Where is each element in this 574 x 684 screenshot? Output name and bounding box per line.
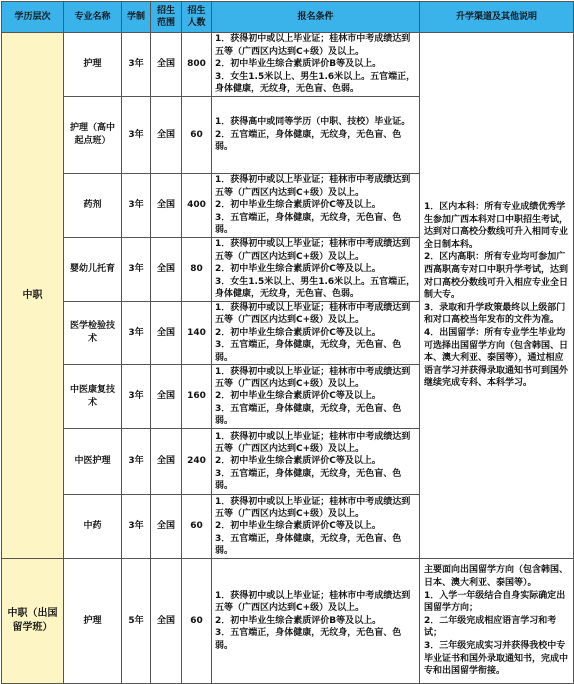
condition-line: 1．获得初中或以上毕业证；桂林市中考成绩达到五等（广西区内达到C+级）及以上。 — [215, 239, 411, 262]
level-cell: 中职（出国留学班） — [2, 559, 64, 684]
condition-line: 2．初中毕业生综合素质评价C等及以上。 — [215, 264, 381, 275]
condition-line: 3．五官端正，身体健康，无纹身，无色盲、色弱。 — [215, 403, 402, 427]
header-pathway: 升学渠道及其他说明 — [420, 2, 574, 33]
conditions-cell — [212, 365, 420, 429]
scope-cell: 全国 — [151, 238, 182, 302]
header-conditions: 报名条件 — [212, 2, 420, 33]
conditions-cell — [212, 238, 420, 302]
header-scope: 招生范围 — [151, 2, 182, 33]
scope-cell: 全国 — [151, 495, 182, 559]
conditions-cell — [212, 33, 420, 97]
condition-line: 2．五官端正，身体健康，无纹身，无色盲、色弱。 — [215, 129, 402, 153]
years-cell: 3年 — [122, 302, 151, 365]
pathway-line: 2．区内高职：所有专业均可参加广西高职高专对口中职升学考试，达到对口高校分数线可升入相应专业全日制大专。 — [424, 252, 569, 301]
pathway-line: 3．三年级完成实习并获得我校中专毕业证书和国外录取通知书，完成中专和出国留学衔接。 — [424, 640, 569, 677]
conditions-cell — [212, 495, 420, 559]
condition-line: 2．初中毕业生综合素质评价B等及以上。 — [215, 59, 382, 70]
years-cell: 3年 — [122, 429, 151, 495]
condition-line: 2．初中毕业生综合素质评价C等及以上。 — [215, 327, 381, 338]
condition-line: 2．初中毕业生综合素质评价C等及以上。 — [215, 391, 381, 402]
scope-cell: 全国 — [151, 429, 182, 495]
quota-cell: 60 — [182, 559, 212, 684]
major-cell: 中医康复技术 — [64, 365, 122, 429]
admission-table — [1, 1, 574, 684]
condition-line: 1．获得初中或以上毕业证；桂林市中考成绩达到五等（广西区内达到C+级）及以上。 — [215, 175, 411, 198]
condition-line: 1．获得高中或同等学历（中职、技校）毕业证。 — [215, 117, 411, 128]
condition-line: 3．五官端正，身体健康，无纹身，无色盲、色弱。 — [215, 628, 402, 651]
major-cell: 护理 — [64, 33, 122, 97]
level-cell: 中职 — [2, 33, 64, 559]
years-cell: 3年 — [122, 97, 151, 174]
condition-line: 1．获得初中或以上毕业证；桂林市中考成绩达到五等（广西区内达到C+级）及以上。 — [215, 34, 411, 57]
quota-cell: 60 — [182, 495, 212, 559]
years-cell: 5年 — [122, 559, 151, 684]
quota-cell: 80 — [182, 238, 212, 302]
scope-cell: 全国 — [151, 365, 182, 429]
pathway-line: 1．入学一年级结合自身实际确定出国留学方向； — [424, 590, 566, 614]
quota-cell: 800 — [182, 33, 212, 97]
major-cell: 药剂 — [64, 174, 122, 238]
years-cell: 3年 — [122, 174, 151, 238]
major-cell: 护理 — [64, 559, 122, 684]
header-major: 专业名称 — [64, 2, 122, 33]
scope-cell: 全国 — [151, 559, 182, 684]
header-level: 学历层次 — [2, 2, 64, 33]
scope-cell: 全国 — [151, 97, 182, 174]
scope-cell: 全国 — [151, 302, 182, 365]
condition-line: 2．初中毕业生综合素质评价C等及以上。 — [215, 456, 381, 467]
condition-line: 3．五官端正，身体健康，无纹身，无色盲、色弱。 — [215, 340, 402, 363]
condition-line: 1．获得初中或以上毕业证；桂林市中考成绩达到五等（广西区内达到C+级）及以上。 — [215, 431, 411, 454]
quota-cell: 160 — [182, 365, 212, 429]
conditions-cell — [212, 429, 420, 495]
quota-cell: 400 — [182, 174, 212, 238]
condition-line: 1．获得初中或以上毕业证；桂林市中考成绩达到五等（广西区内达到C+级）及以上。 — [215, 496, 411, 519]
condition-line: 3．女生1.5米以上、男生1.6米以上。五官端正，身体健康，无纹身，无色盲、色弱。 — [215, 71, 416, 95]
major-cell: 中医护理 — [64, 429, 122, 495]
pathway-line: 1．区内本科：所有专业成绩优秀学生参加广西本科对口中职招生考试，达到对口高校分数线可升入相同专业全日制本科。 — [424, 202, 569, 250]
years-cell: 3年 — [122, 365, 151, 429]
years-cell: 3年 — [122, 495, 151, 559]
condition-line: 3．五官端正，身体健康，无纹身，无色盲、色弱。 — [215, 468, 402, 492]
pathway-line: 主要面向出国留学方向（包含韩国、日本、澳大利亚、泰国等）。 — [424, 565, 569, 588]
condition-line: 1．获得初中或以上毕业证；桂林市中考成绩达到五等（广西区内达到C+级）及以上。 — [215, 303, 411, 326]
major-cell: 护理（高中起点班） — [64, 97, 122, 174]
conditions-cell — [212, 302, 420, 365]
condition-line: 2．初中毕业生综合素质评价B等及以上。 — [215, 615, 382, 626]
pathway-cell — [420, 33, 574, 559]
quota-cell: 240 — [182, 429, 212, 495]
condition-line: 1．获得初中或以上毕业证；桂林市中考成绩达到五等（广西区内达到C+级）及以上。 — [215, 591, 411, 614]
scope-cell: 全国 — [151, 33, 182, 97]
major-cell: 中药 — [64, 495, 122, 559]
table-row — [2, 559, 574, 684]
condition-line: 2．初中毕业生综合素质评价C等及以上。 — [215, 521, 381, 532]
quota-cell: 60 — [182, 97, 212, 174]
table-row — [2, 33, 574, 97]
pathway-line: 2．二年级完成相应语言学习和考试； — [424, 615, 557, 639]
header-quota: 招生人数 — [182, 2, 212, 33]
condition-line: 2．初中毕业生综合素质评价C等及以上。 — [215, 200, 381, 211]
condition-line: 3．五官端正，身体健康，无纹身，无色盲、色弱。 — [215, 533, 402, 557]
conditions-cell — [212, 559, 420, 684]
header-years: 学制 — [122, 2, 151, 33]
major-cell: 医学检验技术 — [64, 302, 122, 365]
major-cell: 婴幼儿托育 — [64, 238, 122, 302]
header-row — [2, 2, 574, 33]
conditions-cell — [212, 97, 420, 174]
pathway-cell — [420, 559, 574, 684]
condition-line: 1．获得初中或以上毕业证；桂林市中考成绩达到五等（广西区内达到C+级）及以上。 — [215, 366, 411, 389]
condition-line: 3．女生1.5米以上、男生1.6米以上。五官端正，身体健康，无纹身，无色盲、色弱。 — [215, 276, 416, 300]
years-cell: 3年 — [122, 238, 151, 302]
pathway-line: 4．出国留学：所有专业学生毕业均可选择出国留学方向（包含韩国、日本、澳大利亚、泰国等），通过相应语言学习并获得录取通知书可到国外继续完成专科、本科学习。 — [424, 328, 569, 389]
quota-cell: 140 — [182, 302, 212, 365]
pathway-line: 3．录取和升学政策最终以上级部门和对口高校当年发布的文件为准。 — [424, 302, 566, 326]
scope-cell: 全国 — [151, 174, 182, 238]
conditions-cell — [212, 174, 420, 238]
condition-line: 3．五官端正，身体健康，无纹身，无色盲、色弱。 — [215, 212, 402, 236]
years-cell: 3年 — [122, 33, 151, 97]
